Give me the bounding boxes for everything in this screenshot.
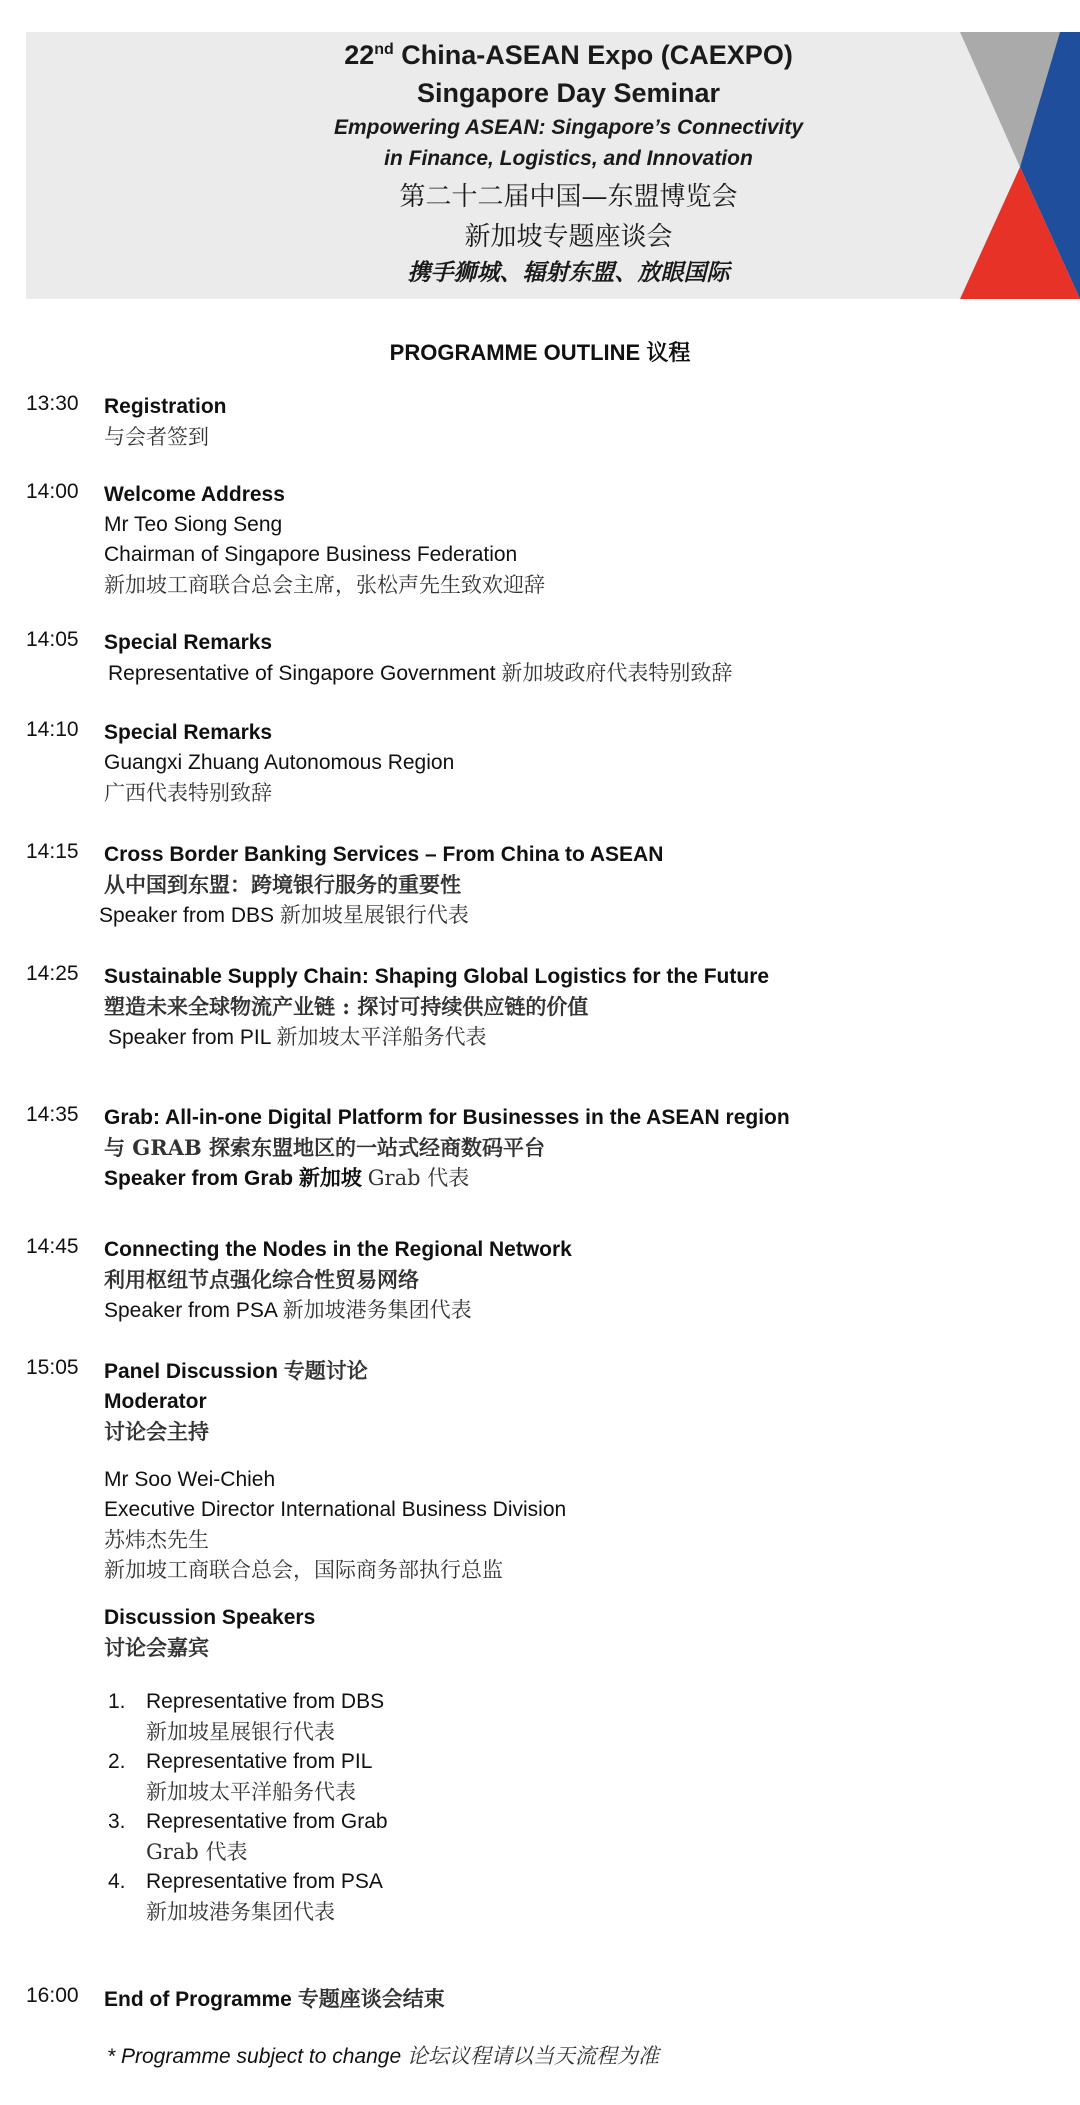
list-number: 2. xyxy=(108,1750,126,1773)
speaker-en: Speaker from PSA xyxy=(104,1299,283,1322)
speaker-en: Representative from Grab xyxy=(146,1810,388,1833)
speaker-en: Speaker from DBS xyxy=(99,904,280,927)
speaker-cn: 新加坡星展银行代表 xyxy=(279,903,469,927)
session-title-cn: 利用枢纽节点强化综合性贸易网络 xyxy=(104,1267,419,1292)
session-title-cn: 广西代表特别致辞 xyxy=(104,781,272,805)
list-item xyxy=(104,1747,1064,1777)
list-number: 3. xyxy=(108,1810,126,1833)
speaker-en: Speaker from PIL xyxy=(108,1026,277,1049)
moderator-label-cn: 讨论会主持 xyxy=(104,1419,209,1444)
session-time: 16:00 xyxy=(26,1984,79,2007)
session-title-cn: 专题座谈会结束 xyxy=(297,1986,445,2011)
speaker-en: Speaker from Grab 新加坡 xyxy=(104,1167,368,1190)
session-title-en: Panel Discussion xyxy=(104,1360,284,1383)
speaker-line xyxy=(104,1295,1064,1326)
speaker-name: Mr Teo Siong Seng xyxy=(104,513,283,536)
session-time: 14:05 xyxy=(26,628,79,651)
session-body xyxy=(104,718,1064,808)
speaker-cn: Grab 代表 xyxy=(367,1166,470,1190)
session-body xyxy=(104,1235,1064,1326)
cn-title-1: 第二十二届中国—东盟博览会 xyxy=(399,182,738,212)
session-body xyxy=(104,480,1064,600)
session-title: Registration xyxy=(104,395,227,418)
speaker-en: Representative of Singapore Government xyxy=(108,662,502,685)
session-body xyxy=(104,392,1064,452)
moderator-role-cn: 新加坡工商联合总会，国际商务部执行总监 xyxy=(104,1558,503,1582)
event-title: 22nd China-ASEAN Expo (CAEXPO) xyxy=(344,40,793,70)
list-item xyxy=(104,1867,1064,1897)
flag-triangles-graphic xyxy=(960,32,1080,299)
list-number: 4. xyxy=(108,1870,126,1893)
session-title: Sustainable Supply Chain: Shaping Global Logistics for the Future xyxy=(104,965,770,988)
session-title: Connecting the Nodes in the Regional Network xyxy=(104,1238,572,1261)
list-item xyxy=(104,1687,1064,1717)
session-title-cn: 与 GRAB 探索东盟地区的一站式经商数码平台 xyxy=(104,1135,546,1160)
session-title: Special Remarks xyxy=(104,721,273,744)
moderator-name: Mr Soo Wei-Chieh xyxy=(104,1468,276,1491)
speaker-en: Representative from DBS xyxy=(146,1690,385,1713)
note-en: * Programme subject to change xyxy=(107,2045,407,2068)
panel-speakers-list xyxy=(104,1687,1064,1927)
speaker-role: Chairman of Singapore Business Federation xyxy=(104,543,518,566)
session-title xyxy=(104,1984,1064,2015)
session-title-en: End of Programme xyxy=(104,1988,298,2011)
list-item-cn: 新加坡太平洋船务代表 xyxy=(146,1780,356,1804)
session-time: 14:10 xyxy=(26,718,79,741)
speaker-en: Representative from PIL xyxy=(146,1750,373,1773)
theme-line-2: in Finance, Logistics, and Innovation xyxy=(384,147,753,170)
session-body xyxy=(104,1103,1064,1194)
speaker-line xyxy=(104,658,1064,689)
programme-note xyxy=(107,2040,659,2070)
session-body xyxy=(99,840,1064,931)
speaker-line: Guangxi Zhuang Autonomous Region xyxy=(104,751,455,774)
list-number: 1. xyxy=(108,1690,126,1713)
session-body xyxy=(104,1356,1064,1927)
session-title-cn: 塑造未来全球物流产业链 : 探讨可持续供应链的价值 xyxy=(104,994,589,1019)
session-body xyxy=(104,628,1064,689)
list-item-cn: 新加坡星展银行代表 xyxy=(146,1720,335,1744)
note-cn: 论坛议程请以当天流程为准 xyxy=(407,2044,659,2068)
speaker-line xyxy=(99,900,1064,931)
session-title: Grab: All-in-one Digital Platform for Businesses in the ASEAN region xyxy=(104,1106,790,1129)
header-banner xyxy=(26,32,1080,299)
session-time: 14:15 xyxy=(26,840,79,863)
session-body xyxy=(104,962,1064,1053)
session-title-cn: 从中国到东盟：跨境银行服务的重要性 xyxy=(104,872,461,897)
speakers-label-cn: 讨论会嘉宾 xyxy=(104,1635,209,1660)
session-time: 14:00 xyxy=(26,480,79,503)
speaker-cn: 新加坡政府代表特别致辞 xyxy=(501,661,733,685)
event-subtitle: Singapore Day Seminar xyxy=(416,78,721,108)
speaker-en: Representative from PSA xyxy=(146,1870,383,1893)
moderator-label: Moderator xyxy=(104,1390,207,1413)
cn-title-2: 新加坡专题座谈会 xyxy=(464,222,673,252)
speaker-cn: 新加坡太平洋船务代表 xyxy=(276,1025,487,1049)
session-time: 14:25 xyxy=(26,962,79,985)
moderator-name-cn: 苏炜杰先生 xyxy=(104,1528,209,1552)
theme-line-1: Empowering ASEAN: Singapore’s Connectivity xyxy=(333,116,804,139)
session-time: 15:05 xyxy=(26,1356,79,1379)
session-time: 13:30 xyxy=(26,392,79,415)
speaker-line xyxy=(104,1022,1064,1053)
cn-slogan: 携手狮城、辐射东盟、放眼国际 xyxy=(407,259,730,286)
session-title xyxy=(104,1356,1064,1387)
list-item-cn: Grab 代表 xyxy=(146,1840,248,1864)
session-time: 14:35 xyxy=(26,1103,79,1126)
session-title: Cross Border Banking Services – From China to ASEAN xyxy=(104,843,664,866)
session-title: Welcome Address xyxy=(104,483,285,506)
programme-heading: PROGRAMME OUTLINE 议程 xyxy=(389,340,691,365)
moderator-role: Executive Director International Business Division xyxy=(104,1498,567,1521)
session-title-cn: 与会者签到 xyxy=(104,425,209,449)
speakers-label: Discussion Speakers xyxy=(104,1606,316,1629)
session-title-cn: 新加坡工商联合总会主席，张松声先生致欢迎辞 xyxy=(104,573,545,597)
list-item xyxy=(104,1807,1064,1837)
session-title-cn: 专题讨论 xyxy=(283,1358,368,1383)
session-body xyxy=(104,1984,1064,2015)
list-item-cn: 新加坡港务集团代表 xyxy=(146,1900,335,1924)
session-time: 14:45 xyxy=(26,1235,79,1258)
speaker-cn: 新加坡港务集团代表 xyxy=(282,1298,472,1322)
speaker-line xyxy=(104,1163,1064,1194)
session-title: Special Remarks xyxy=(104,631,273,654)
